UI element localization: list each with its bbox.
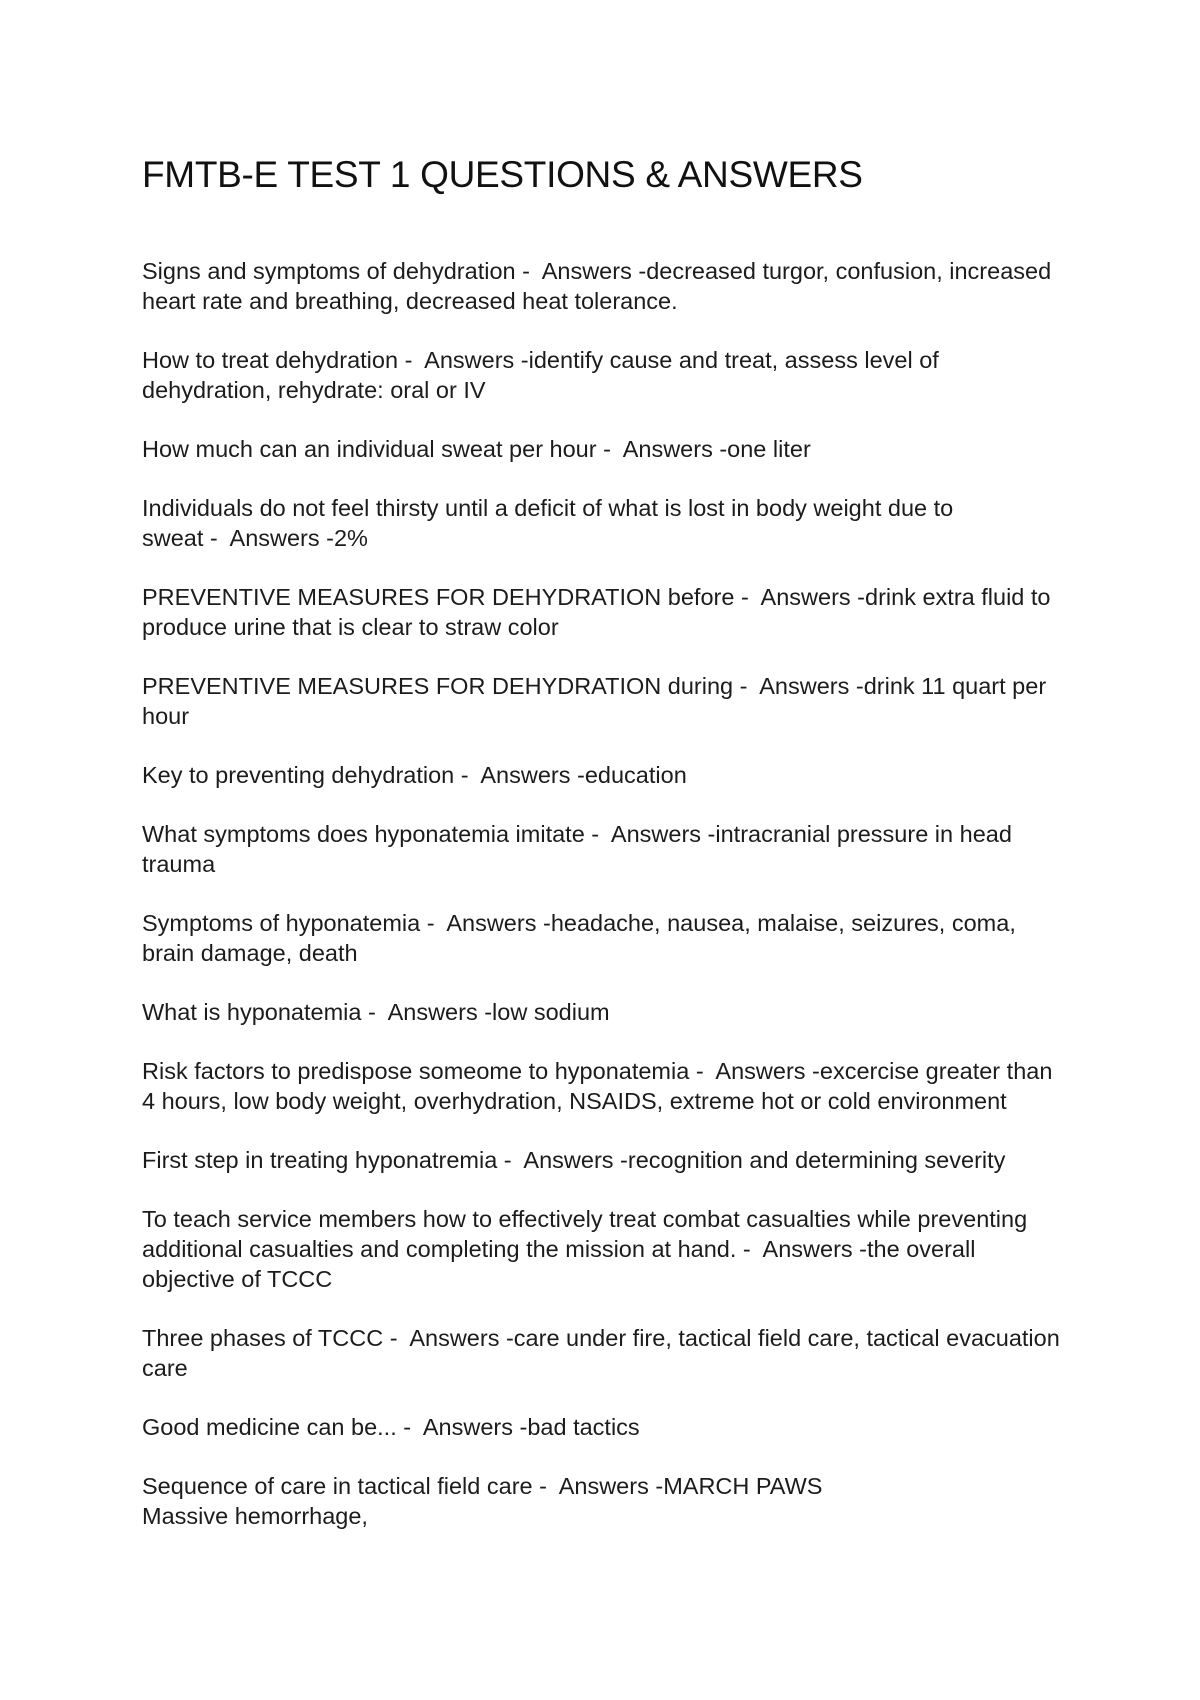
qa-item: PREVENTIVE MEASURES FOR DEHYDRATION during - Answers -drink 11 quart per hour: [142, 673, 1053, 729]
answer-prefix: Answers -: [387, 999, 493, 1025]
page-title: FMTB-E TEST 1 QUESTIONS & ANSWERS: [142, 154, 863, 195]
answer-text: identify cause and treat, assess level of dehydration, rehydrate: oral or IV: [142, 347, 946, 403]
answer-prefix: Answers -: [541, 258, 647, 284]
question-text: To teach service members how to effectively treat combat casualties while preventing additional casualties and completing the mission at hand.: [142, 1206, 1034, 1262]
answer-text: excercise greater than 4 hours, low body weight, overhydration, NSAIDS, extreme hot or cold environment: [142, 1058, 1059, 1114]
answer-text: headache, nausea, malaise, seizures, coma, brain damage, death: [142, 910, 1023, 966]
answer-prefix: Answers -: [229, 525, 334, 551]
answer-text: low sodium: [492, 999, 610, 1025]
qa-item: How to treat dehydration - Answers -identify cause and treat, assess level of dehydration, rehydrate: oral or IV: [142, 347, 946, 403]
qa-item: Signs and symptoms of dehydration - Answers -decreased turgor, confusion, increased heart rate and breathing, decreased heat tolerance.: [142, 258, 1058, 314]
question-text: Individuals do not feel thirsty until a deficit of what is lost in body weight due to sweat: [142, 495, 960, 551]
answer-prefix: Answers -: [760, 584, 866, 610]
answer-text: MARCH PAWS Massive hemorrhage,: [142, 1473, 823, 1529]
answer-prefix: Answers -: [759, 673, 864, 699]
answer-prefix: Answers -: [446, 910, 551, 936]
answer-prefix: Answers -: [610, 821, 716, 847]
qa-item: PREVENTIVE MEASURES FOR DEHYDRATION before - Answers -drink extra fluid to produce urine that is clear to straw color: [142, 584, 1058, 640]
answer-prefix: Answers -: [622, 436, 728, 462]
answer-prefix: Answers -: [715, 1058, 820, 1084]
answer-prefix: Answers -: [523, 1147, 628, 1173]
answer-text: recognition and determining severity: [627, 1147, 1006, 1173]
qa-item: Symptoms of hyponatemia - Answers -headache, nausea, malaise, seizures, coma, brain damage, death: [142, 910, 1023, 966]
qa-item: Sequence of care in tactical field care - Answers -MARCH PAWS Massive hemorrhage,: [142, 1473, 823, 1529]
qa-item: Individuals do not feel thirsty until a deficit of what is lost in body weight due to sweat - Answers -2%: [142, 495, 960, 551]
answer-text: drink extra fluid to produce urine that is clear to straw color: [142, 584, 1058, 640]
answer-prefix: Answers -: [762, 1236, 867, 1262]
answer-text: 2%: [333, 525, 368, 551]
answer-text: care under fire, tactical field care, tactical evacuation care: [142, 1325, 1067, 1381]
question-text: Three phases of TCCC: [142, 1325, 384, 1351]
question-text: First step in treating hyponatremia: [142, 1147, 498, 1173]
answer-text: bad tactics: [527, 1414, 640, 1440]
answer-prefix: Answers -: [558, 1473, 664, 1499]
question-text: What is hyponatemia: [142, 999, 362, 1025]
answer-text: the overall objective of TCCC: [142, 1236, 982, 1292]
answer-prefix: Answers -: [480, 762, 585, 788]
question-text: PREVENTIVE MEASURES FOR DEHYDRATION during: [142, 673, 734, 699]
question-text: Good medicine can be...: [142, 1414, 397, 1440]
question-text: Signs and symptoms of dehydration: [142, 258, 516, 284]
answer-text: decreased turgor, confusion, increased heart rate and breathing, decreased heat tolerance.: [142, 258, 1058, 314]
qa-item: Three phases of TCCC - Answers -care under fire, tactical field care, tactical evacuation care: [142, 1325, 1067, 1381]
question-text: How much can an individual sweat per hour: [142, 436, 597, 462]
qa-item: Good medicine can be... - Answers -bad tactics: [142, 1414, 640, 1440]
answer-prefix: Answers -: [424, 347, 529, 373]
qa-item: What is hyponatemia - Answers -low sodium: [142, 999, 610, 1025]
question-text: PREVENTIVE MEASURES FOR DEHYDRATION before: [142, 584, 735, 610]
question-text: Symptoms of hyponatemia: [142, 910, 421, 936]
question-text: Sequence of care in tactical field care: [142, 1473, 533, 1499]
answer-text: drink 11 quart per hour: [142, 673, 1053, 729]
qa-item: What symptoms does hyponatemia imitate - Answers -intracranial pressure in head trauma: [142, 821, 1019, 877]
qa-item: How much can an individual sweat per hour - Answers -one liter: [142, 436, 811, 462]
answer-text: intracranial pressure in head trauma: [142, 821, 1019, 877]
question-text: Risk factors to predispose someome to hyponatemia: [142, 1058, 690, 1084]
qa-item: First step in treating hyponatremia - Answers -recognition and determining severity: [142, 1147, 1006, 1173]
question-text: Key to preventing dehydration: [142, 762, 455, 788]
qa-item: Risk factors to predispose someome to hyponatemia - Answers -excercise greater than 4 hours, low body weight, overhydration, NSAIDS, extreme hot or cold environment: [142, 1058, 1059, 1114]
answer-prefix: Answers -: [409, 1325, 514, 1351]
answer-text: education: [584, 762, 687, 788]
question-text: What symptoms does hyponatemia imitate: [142, 821, 585, 847]
question-text: How to treat dehydration: [142, 347, 399, 373]
answer-text: one liter: [727, 436, 811, 462]
answer-prefix: Answers -: [422, 1414, 528, 1440]
qa-item: Key to preventing dehydration - Answers -education: [142, 762, 687, 788]
qa-list: [142, 256, 1067, 1560]
qa-item: To teach service members how to effectively treat combat casualties while preventing additional casualties and completing the mission at hand. - Answers -the overall objective of TCCC: [142, 1206, 1034, 1292]
